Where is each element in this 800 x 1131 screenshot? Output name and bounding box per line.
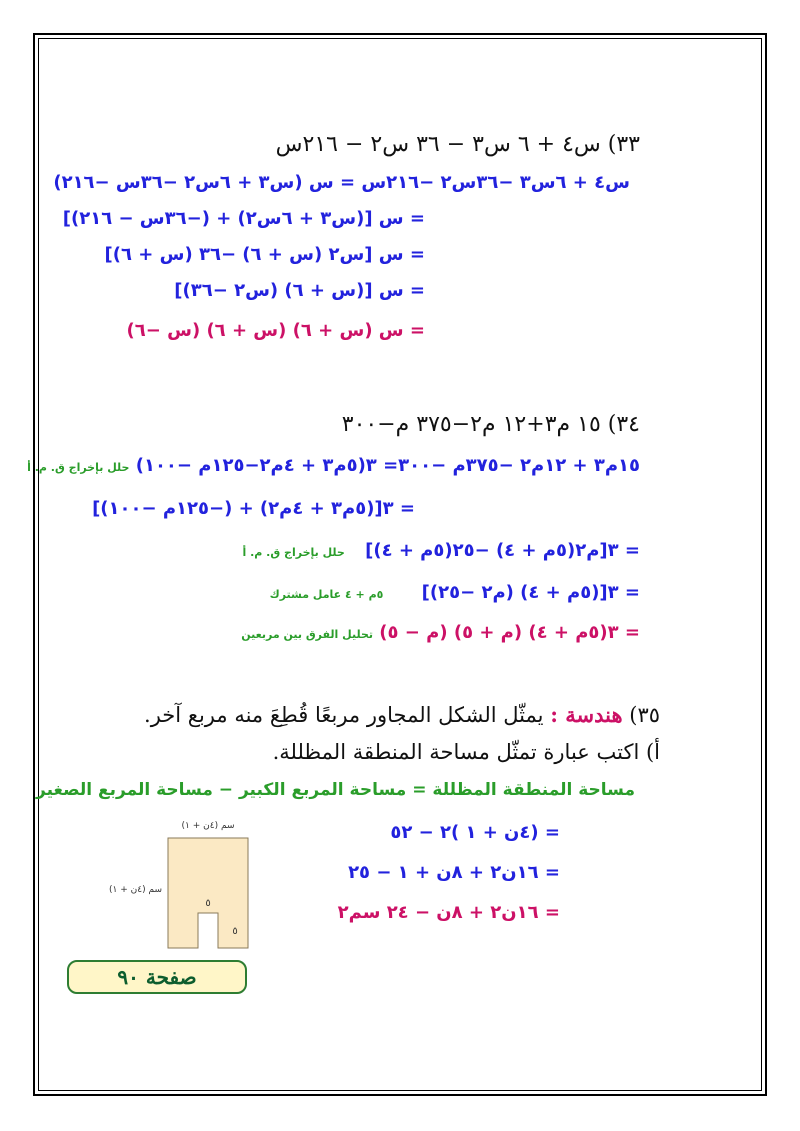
figure-inner-label-2: ٥ xyxy=(232,926,238,937)
q34-step-3-expr: = ٣[م٢(٥م + ٤) −٢٥(٥م + ٤)] xyxy=(365,540,640,561)
q34-final-expr: = ٣(٥م + ٤) (م + ٥) (م − ٥) xyxy=(379,622,640,643)
q35-part-a-label: أ) xyxy=(645,740,660,764)
q34-problem: ٣٤) ١٥ م٣+١٢ م٢−٣٧٥ م−٣٠٠ xyxy=(341,412,640,437)
q34-step-4-note: ٥م + ٤ عامل مشترك xyxy=(269,588,384,601)
q34-final xyxy=(241,622,640,643)
q35-keyword: هندسة : xyxy=(550,702,623,727)
q33-step-4: = س [(س + ٦) (س٢ −٣٦)] xyxy=(174,280,425,301)
q35-step-1: = (٤ن + ١ )٢ − ٥٢ xyxy=(390,822,560,843)
q34-step-3-note: حلل بإخراج ق. م. أ xyxy=(242,546,345,559)
q33-step-1: س٤ + ٦س٣ −٣٦س٢ −٢١٦س = س (س٣ + ٦س٢ −٣٦س −٢١٦) xyxy=(53,172,630,193)
q35-part-a xyxy=(273,740,660,764)
q34-step-3 xyxy=(243,540,640,561)
cut-square-figure xyxy=(80,800,260,950)
q35-heading xyxy=(144,702,660,727)
q33-step-3: = س [س٢ (س + ٦) −٣٦ (س + ٦)] xyxy=(104,244,425,265)
q35-formula: مساحة المنطقة المظللة = مساحة المربع الكبير − مساحة المربع الصغير xyxy=(36,780,635,800)
q33-step-2: = س [(س٣ + ٦س٢) + (−٣٦س − ٢١٦)] xyxy=(62,208,425,229)
q33-final: = س (س + ٦) (س + ٦) (س −٦) xyxy=(126,320,425,341)
q34-step-1 xyxy=(27,455,640,476)
q35-number: ٣٥) xyxy=(629,703,660,727)
q35-final: = ١٦ن٢ + ٨ن − ٢٤ سم٢ xyxy=(337,902,560,923)
q34-step-1-expr: ١٥م٣ + ١٢م٢ −٣٧٥م −٣٠٠= ٣(٥م٣ + ٤م٢−١٢٥م −١٠٠) xyxy=(135,455,640,476)
q34-step-4 xyxy=(270,582,640,603)
q34-final-note: تحليل الفرق بين مربعين xyxy=(241,628,374,641)
figure-top-label: (٤ن + ١) سم xyxy=(181,821,235,831)
page-number-badge: صفحة ٩٠ xyxy=(67,960,247,994)
q34-step-2: = ٣[(٥م٣ + ٤م٢) + (−١٢٥م −١٠٠)] xyxy=(92,498,415,519)
figure-inner-label-1: ٥ xyxy=(205,898,211,909)
figure-side-label: (٤ن + ١) سم xyxy=(109,885,162,895)
q35-part-a-text: اكتب عبارة تمثّل مساحة المنطقة المظللة. xyxy=(272,740,640,764)
q34-step-4-expr: = ٣[(٥م + ٤) (م٢ −٢٥)] xyxy=(421,582,640,603)
q35-step-2: = ١٦ن٢ + ٨ن + ١ − ٢٥ xyxy=(348,862,560,883)
q33-problem: ٣٣) س٤ + ٦ س٣ − ٣٦ س٢ − ٢١٦س xyxy=(275,132,640,157)
q35-text: يمثّل الشكل المجاور مربعًا قُطِعَ منه مربع آخر. xyxy=(144,703,544,727)
q34-step-1-note: حلل بإخراج ق. م. أ xyxy=(27,461,130,474)
